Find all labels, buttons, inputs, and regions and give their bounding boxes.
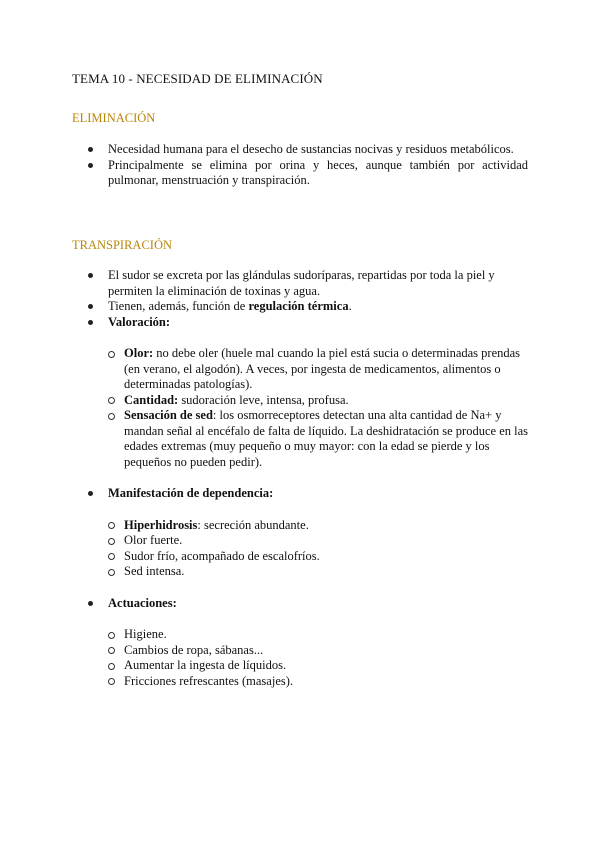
cantidad-text: sudoración leve, intensa, profusa. <box>178 392 349 407</box>
bullet-icon <box>88 163 93 168</box>
sublist-item <box>108 627 528 643</box>
sublist-item-text: Higiene. <box>124 627 167 641</box>
sublist-item <box>108 533 528 549</box>
valoracion-sublist <box>108 346 528 470</box>
manifestacion-label: Manifestación de dependencia: <box>108 486 274 500</box>
olor-label: Olor: <box>124 346 154 360</box>
bullet-icon <box>88 147 93 152</box>
sublist-item <box>108 549 528 565</box>
hiper-label: Hiperhidrosis <box>124 517 198 532</box>
text-run: . <box>348 299 352 313</box>
sublist-item <box>108 408 528 470</box>
list-item <box>88 299 528 315</box>
sublist-item <box>108 643 528 659</box>
sed-label: Sensación de sed <box>124 408 213 422</box>
list-item <box>88 268 528 299</box>
list-item-text: Necesidad humana para el desecho de sustancias nocivas y residuos metabólicos. <box>108 142 514 156</box>
circle-bullet-icon <box>108 553 115 560</box>
circle-bullet-icon <box>108 647 115 654</box>
actuaciones-sublist <box>108 627 528 689</box>
cantidad-label: Cantidad: <box>124 392 179 407</box>
circle-bullet-icon <box>108 538 115 545</box>
bullet-icon <box>88 273 93 278</box>
section-heading-eliminacion: ELIMINACIÓN <box>72 111 156 125</box>
sublist-item-text: Cambios de ropa, sábanas... <box>124 642 264 657</box>
actuaciones-label: Actuaciones: <box>108 595 177 610</box>
valoracion-label: Valoración: <box>108 314 171 329</box>
list-item-text: Principalmente se elimina por orina y heces, aunque también por actividad pulmonar, menstruación y transpiración. <box>108 157 528 187</box>
list-item-actuaciones <box>88 596 528 690</box>
olor-text: no debe oler (huele mal cuando la piel está sucia o determinadas prendas (en verano, el algodón). A veces, por ingesta de medicamentos, alimentos o determinadas patologías). <box>124 346 521 391</box>
bullet-icon <box>88 320 93 325</box>
eliminacion-list <box>88 142 528 189</box>
circle-bullet-icon <box>108 351 115 358</box>
transpiracion-list <box>88 268 528 689</box>
circle-bullet-icon <box>108 522 115 529</box>
sublist-item <box>108 674 528 690</box>
bullet-icon <box>88 304 93 309</box>
sublist-item-text: Sed intensa. <box>124 564 185 578</box>
section-heading-transpiracion: TRANSPIRACIÓN <box>72 238 173 252</box>
circle-bullet-icon <box>108 397 115 404</box>
bullet-icon <box>88 601 93 606</box>
sublist-item <box>108 564 528 580</box>
sed-text: : los osmorreceptores detectan una alta cantidad de Na+ y mandan señal al encéfalo de falta de líquido. La deshidratación se produce en las edades extremas (muy pequeño o muy mayor: con la edad se pierde y los pequeños no pueden pedir). <box>124 408 528 469</box>
sublist-item-text: Aumentar la ingesta de líquidos. <box>124 658 287 672</box>
hiper-text: : secreción abundante. <box>197 517 309 532</box>
manifestacion-sublist <box>108 518 528 580</box>
sublist-item <box>108 393 528 409</box>
sublist-item <box>108 346 528 393</box>
circle-bullet-icon <box>108 413 115 420</box>
bullet-icon <box>88 491 93 496</box>
sublist-item-text: Sudor frío, acompañado de escalofríos. <box>124 548 320 563</box>
circle-bullet-icon <box>108 632 115 639</box>
list-item <box>88 158 528 189</box>
text-bold: regulación térmica <box>248 299 349 313</box>
list-item-text: El sudor se excreta por las glándulas sudoríparas, repartidas por toda la piel y permiten la eliminación de toxinas y agua. <box>108 268 495 298</box>
sublist-item <box>108 658 528 674</box>
list-item-manifestacion <box>88 486 528 580</box>
list-item <box>88 142 528 158</box>
list-item-text <box>108 299 528 315</box>
sublist-item-text: Olor fuerte. <box>124 533 183 547</box>
list-item-valoracion <box>88 315 528 471</box>
sublist-item-text: Fricciones refrescantes (masajes). <box>124 673 294 688</box>
text-run: Tienen, además, función de <box>108 299 249 313</box>
circle-bullet-icon <box>108 663 115 670</box>
sublist-item <box>108 518 528 534</box>
circle-bullet-icon <box>108 678 115 685</box>
page-title: TEMA 10 - NECESIDAD DE ELIMINACIÓN <box>72 71 323 86</box>
circle-bullet-icon <box>108 569 115 576</box>
